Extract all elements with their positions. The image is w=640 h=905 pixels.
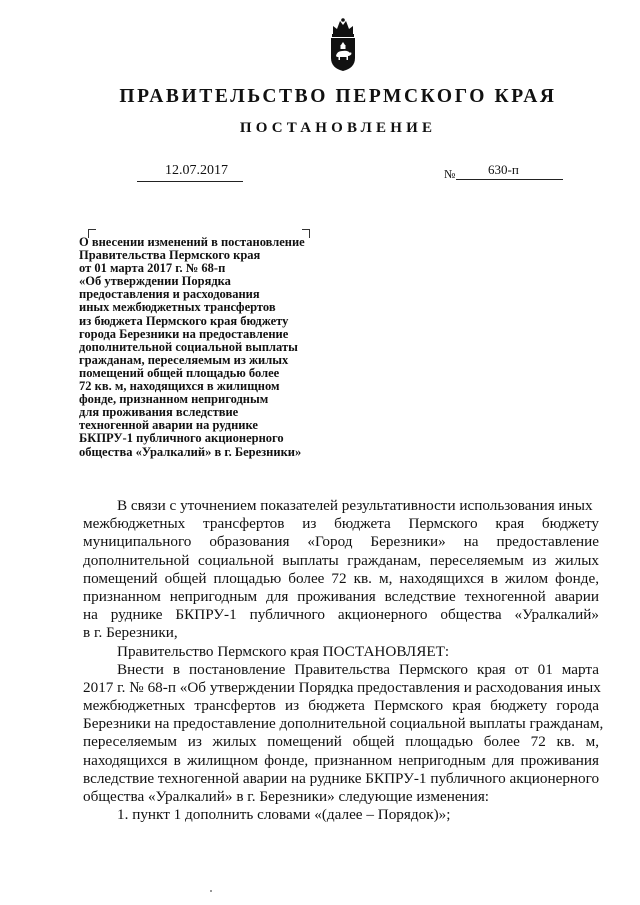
- document-subject: [79, 236, 379, 459]
- number-sign: №: [444, 167, 456, 181]
- subject-line: из бюджета Пермского края бюджету: [79, 313, 289, 328]
- document-number: 630-п: [488, 162, 519, 177]
- body-line: муниципального образования «Город Березники» на предоставление: [83, 533, 599, 551]
- subject-line: помещений общей площадью более: [79, 365, 280, 380]
- body-line: переселяемым из жилых помещений общей площадью более 72 кв. м,: [83, 733, 599, 751]
- document-body: [83, 497, 604, 824]
- document-type: ПОСТАНОВЛЕНИЕ: [239, 120, 437, 136]
- government-title: ПРАВИТЕЛЬСТВО ПЕРМСКОГО КРАЯ: [119, 86, 557, 107]
- subject-line: фонде, признанном непригодным: [79, 392, 269, 407]
- body-line: Березники на предоставление дополнительной социальной выплаты гражданам,: [83, 715, 604, 733]
- body-line: общества «Уралкалий» в г. Березники» следующие изменения:: [83, 788, 490, 805]
- subject-line: дополнительной социальной выплаты: [79, 339, 298, 354]
- body-line: межбюджетных трансфертов из бюджета Пермского края бюджету: [83, 515, 599, 533]
- subject-line: БКПРУ-1 публичного акционерного: [79, 431, 284, 446]
- body-line: В связи с уточнением показателей результативности использования иных: [117, 497, 593, 514]
- body-line: помещений общей площадью более 72 кв. м, находящихся в жилом фонде,: [83, 569, 599, 587]
- subject-line: «Об утверждении Порядка: [79, 274, 231, 289]
- subject-line: иных межбюджетных трансфертов: [79, 300, 276, 315]
- document-date: 12.07.2017: [165, 163, 228, 178]
- perm-krai-coat-of-arms-icon: [329, 16, 357, 72]
- body-line: дополнительной социальной выплаты гражданам, переселяемым из жилых: [83, 551, 599, 569]
- subject-line: общества «Уралкалий» в г. Березники»: [79, 444, 302, 459]
- body-line: Внести в постановление Правительства Пермского края от 01 марта: [117, 660, 599, 678]
- subject-line: О внесении изменений в постановление: [79, 235, 305, 249]
- subject-line: для проживания вследствие: [79, 405, 239, 420]
- body-line: вследствие техногенной аварии на руднике БКПРУ-1 публичного акционерного: [83, 769, 600, 787]
- subject-line: предоставления и расходования: [79, 287, 260, 302]
- body-line: Правительство Пермского края ПОСТАНОВЛЯЕТ:: [117, 642, 450, 660]
- subject-line: города Березники на предоставление: [79, 326, 289, 341]
- subject-line: техногенной аварии на руднике: [79, 418, 258, 433]
- subject-line: от 01 марта 2017 г. № 68-п: [79, 261, 226, 276]
- body-line: 2017 г. № 68-п «Об утверждении Порядка предоставления и расходования иных: [83, 678, 601, 696]
- body-line: в г. Березники,: [83, 624, 178, 642]
- body-line: межбюджетных трансфертов из бюджета Пермского края бюджету города: [83, 697, 599, 715]
- subject-line: Правительства Пермского края: [79, 248, 261, 263]
- subject-line: 72 кв. м, находящихся в жилищном: [79, 379, 280, 394]
- subject-line: гражданам, переселяемым из жилых: [79, 352, 289, 367]
- body-line: на руднике БКПРУ-1 публичного акционерного общества «Уралкалий»: [83, 606, 599, 624]
- body-line: признанном непригодным для проживания вследствие техногенной аварии: [83, 587, 599, 605]
- body-line: находящихся в жилищном фонде, признанном непригодным для проживания: [83, 751, 599, 769]
- body-line: 1. пункт 1 дополнить словами «(далее – Порядок)»;: [117, 806, 451, 824]
- scan-speck: [210, 890, 212, 892]
